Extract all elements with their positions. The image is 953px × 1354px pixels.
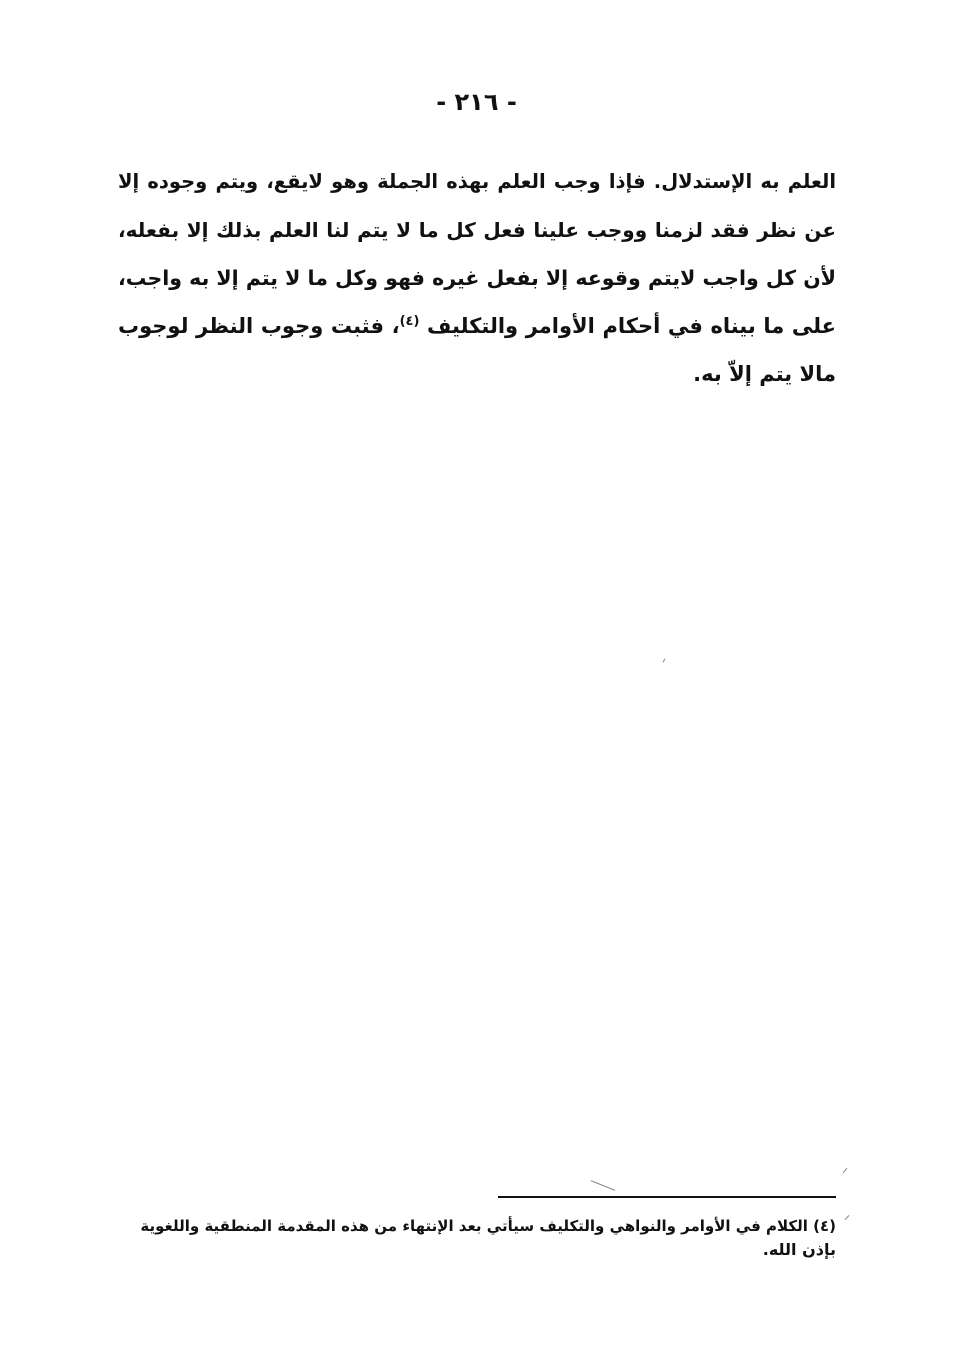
scan-speck	[843, 1168, 848, 1173]
footnote-separator	[498, 1196, 836, 1198]
scan-speck	[591, 1180, 615, 1191]
footnote-marker: (٤)	[813, 1217, 836, 1235]
main-paragraph	[118, 158, 836, 398]
scan-speck	[663, 659, 666, 663]
paragraph-line: مالا يتم إلاّ به.	[693, 362, 836, 386]
footnote-line: بإذن الله.	[762, 1240, 836, 1259]
page-number: - ٢١٦ -	[436, 88, 517, 116]
paragraph-line: العلم به الإستدلال. فإذا وجب العلم بهذه الجملة وهو لايقع، ويتم وجوده إلا	[118, 170, 836, 193]
paragraph-line-with-reference	[118, 302, 836, 350]
paragraph-line: لأن كل واجب لايتم وقوعه إلا بفعل غيره فهو وكل ما لا يتم إلا به واجب،	[117, 266, 836, 290]
footnote	[120, 1214, 836, 1262]
footnote-reference[interactable]: (٤)	[399, 314, 420, 329]
paragraph-line: عن نظر فقد لزمنا ووجب علينا فعل كل ما لا يتم لنا العلم بذلك إلا بفعله،	[118, 218, 836, 242]
paragraph-line-part: ، فثبت وجوب النظر لوجوب	[118, 314, 400, 338]
paragraph-line-part: على ما بيناه في أحكام الأوامر والتكليف	[427, 314, 837, 338]
footnote-line	[120, 1214, 836, 1238]
footnote-text: الكلام في الأوامر والنواهي والتكليف سيأتي بعد الإنتهاء من هذه المقدمة المنطقية واللغوية	[140, 1217, 808, 1235]
scan-speck	[845, 1215, 850, 1220]
